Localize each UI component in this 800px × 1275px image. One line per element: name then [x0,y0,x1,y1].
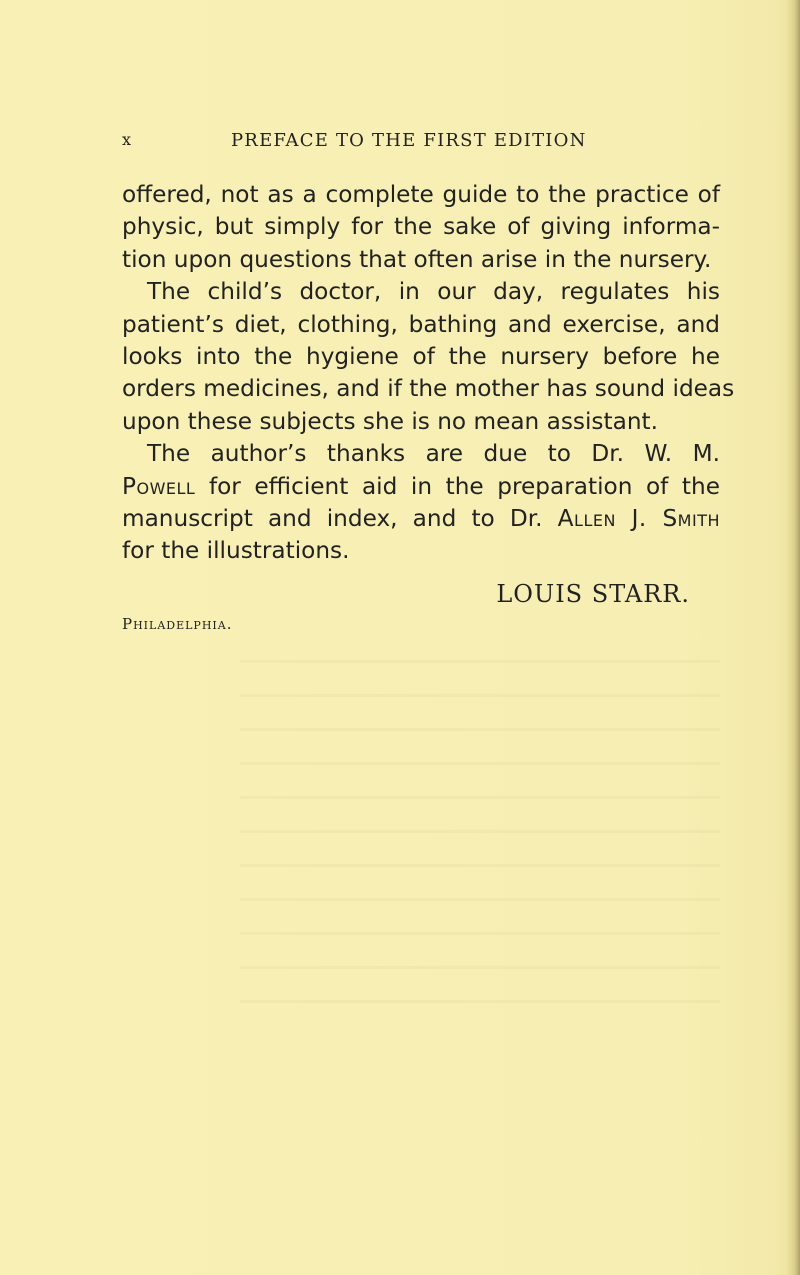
name-allen-j-smith: Allen J. Smith [557,504,720,532]
running-title: PREFACE TO THE FIRST EDITION [231,130,587,151]
text-line: looks into the hygiene of the nursery before he [122,342,720,370]
text-line: physic, but simply for the sake of giving informa- [122,213,720,241]
text-line: patient’s diet, clothing, bathing and exercise, and [122,310,720,338]
author-signature: LOUIS STARR. [496,580,690,608]
text-line: orders medicines, and if the mother has sound ideas [122,375,735,403]
signature-row [122,580,720,620]
text-line: The author’s thanks are due to Dr. W. M. [147,440,720,468]
page-header [122,128,722,162]
text-line: The child’s doctor, in our day, regulates his [147,278,720,306]
text-fragment: manuscript and index, and to Dr. [122,504,558,532]
text-fragment: for efficient aid in the preparation of the [195,472,720,500]
page-number: x [122,130,133,149]
text-line: tion upon questions that often arise in the nursery. [122,245,712,273]
preface-text [122,179,735,568]
text-line: upon these subjects she is no mean assistant. [122,407,658,435]
text-line: for the illustrations. [122,537,350,565]
name-powell: Powell [122,472,196,500]
page-edge-shadow [786,0,800,1275]
text-line: offered, not as a complete guide to the practice of [122,181,720,208]
text-line [122,471,720,503]
show-through-text [240,660,720,1020]
text-line [122,503,720,535]
place-line: Philadelphia. [122,615,233,633]
